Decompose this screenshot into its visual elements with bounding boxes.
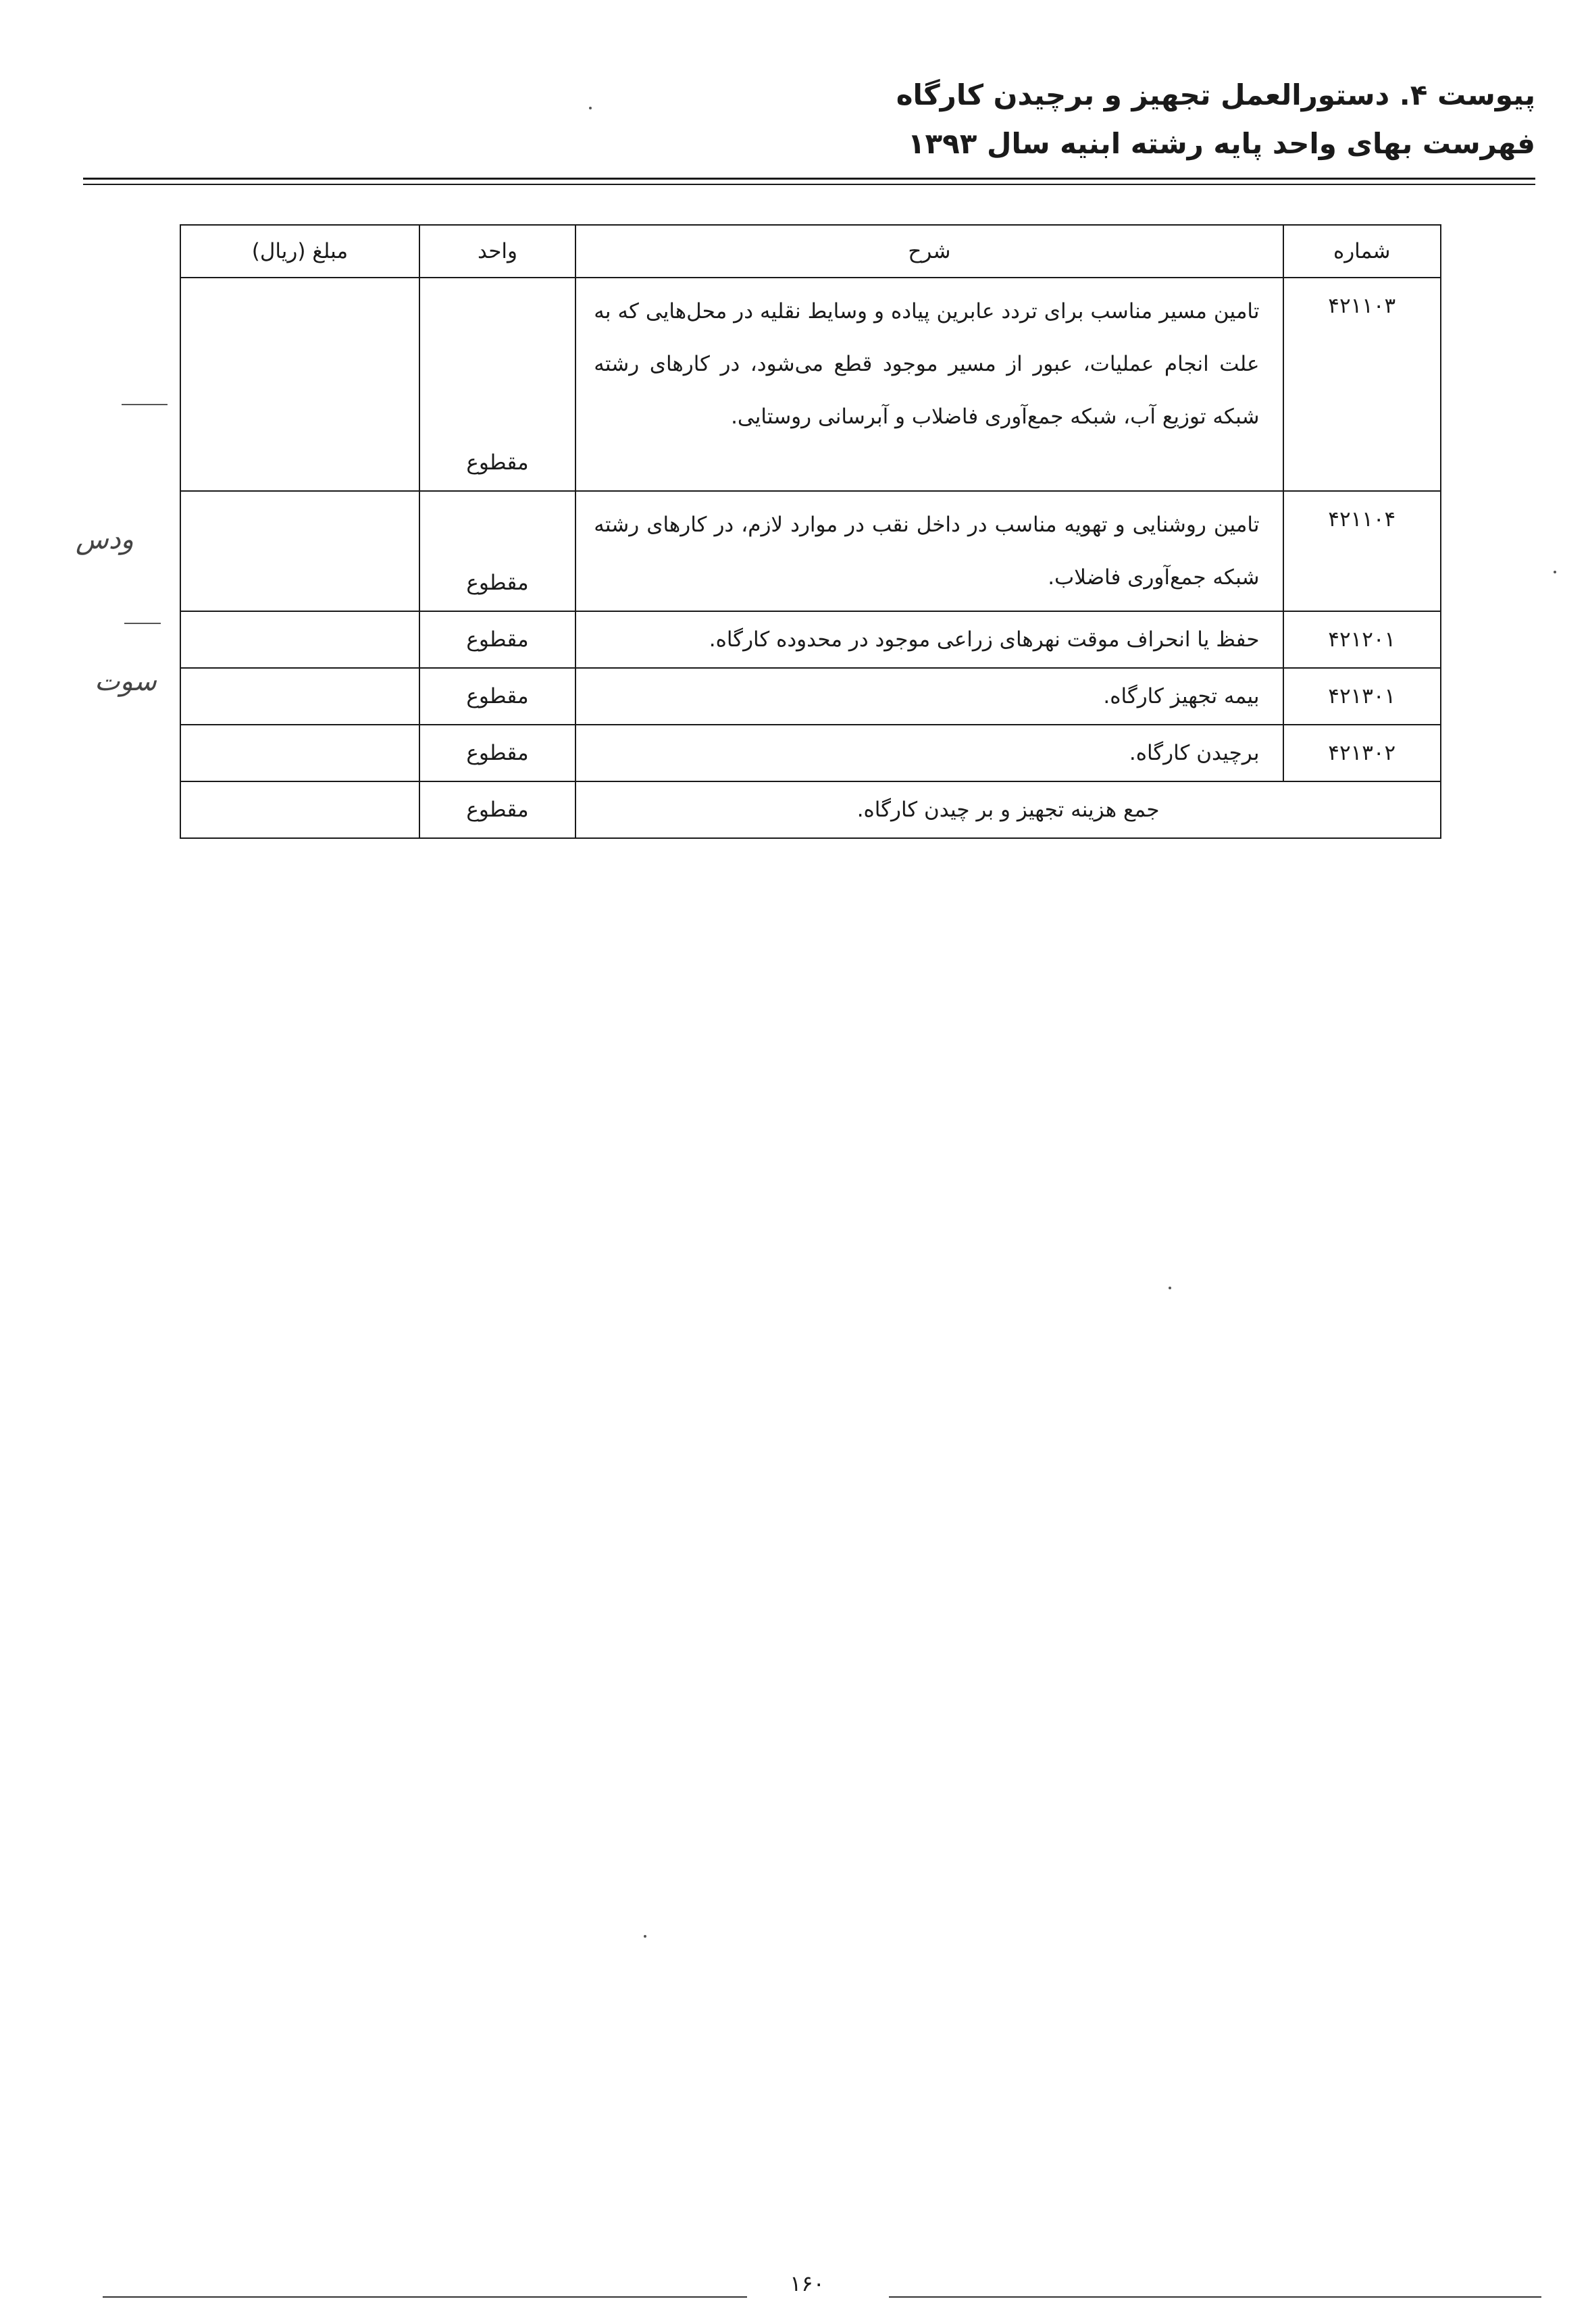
scan-speck [589,107,592,109]
header-rule-thin [83,184,1535,185]
margin-handwritten-note: سوت [95,666,157,697]
table-header-row [180,225,1441,278]
row-unit: مقطوع [419,278,575,491]
row-code: ۴۲۱۲۰۱ [1283,611,1441,668]
header-amount: مبلغ (ریال) [180,225,419,278]
row-unit: مقطوع [419,668,575,725]
margin-handwritten-note: ودس [76,524,134,555]
total-amount [180,781,419,838]
footer-rule-left [103,2296,747,2298]
row-code: ۴۲۱۳۰۱ [1283,668,1441,725]
total-unit: مقطوع [419,781,575,838]
header-rule-thick [83,178,1535,180]
row-unit: مقطوع [419,611,575,668]
header-description: شرح [575,225,1283,278]
page-number: ۱۶۰ [790,2271,825,2296]
header-appendix-title: پیوست ۴. دستورالعمل تجهیز و برچیدن کارگاه [896,78,1535,111]
row-amount [180,725,419,781]
scan-speck [644,1935,646,1938]
row-code: ۴۲۱۳۰۲ [1283,725,1441,781]
header-price-list-title: فهرست بهای واحد پایه رشته ابنیه سال ۱۳۹۳ [907,127,1535,160]
price-table [180,224,1441,839]
scan-speck [1169,1287,1171,1289]
row-unit: مقطوع [419,491,575,611]
row-amount [180,668,419,725]
row-amount [180,278,419,491]
row-amount [180,611,419,668]
page-header [896,71,1535,168]
table-row [180,668,1441,725]
row-description: برچیدن کارگاه. [575,725,1283,781]
row-code: ۴۲۱۱۰۳ [1283,278,1441,491]
table-row [180,611,1441,668]
row-description: بیمه تجهیز کارگاه. [575,668,1283,725]
margin-dash [124,623,161,624]
row-description: حفظ یا انحراف موقت نهرهای زراعی موجود در محدوده کارگاه. [575,611,1283,668]
table-row [180,725,1441,781]
row-description: تامین روشنایی و تهویه مناسب در داخل نقب در موارد لازم، در کارهای رشته شبکه جمع‌آوری فاضلاب. [575,491,1283,611]
header-unit: واحد [419,225,575,278]
table-row [180,278,1441,491]
scan-speck [1554,571,1556,573]
row-unit: مقطوع [419,725,575,781]
row-code: ۴۲۱۱۰۴ [1283,491,1441,611]
margin-dash [122,404,168,405]
footer-rule-right [889,2296,1541,2298]
row-amount [180,491,419,611]
row-description: تامین مسیر مناسب برای تردد عابرین پیاده و وسایط نقلیه در محل‌هایی که به علت انجام عملیات، عبور از مسیر موجود قطع می‌شود، در کارهای رشته شبکه توزیع آب، شبکه جمع‌آوری فاضلاب و آبرسانی روستایی. [575,278,1283,491]
table-total-row [180,781,1441,838]
total-description: جمع هزینه تجهیز و بر چیدن کارگاه. [575,781,1441,838]
table-row [180,491,1441,611]
header-code: شماره [1283,225,1441,278]
